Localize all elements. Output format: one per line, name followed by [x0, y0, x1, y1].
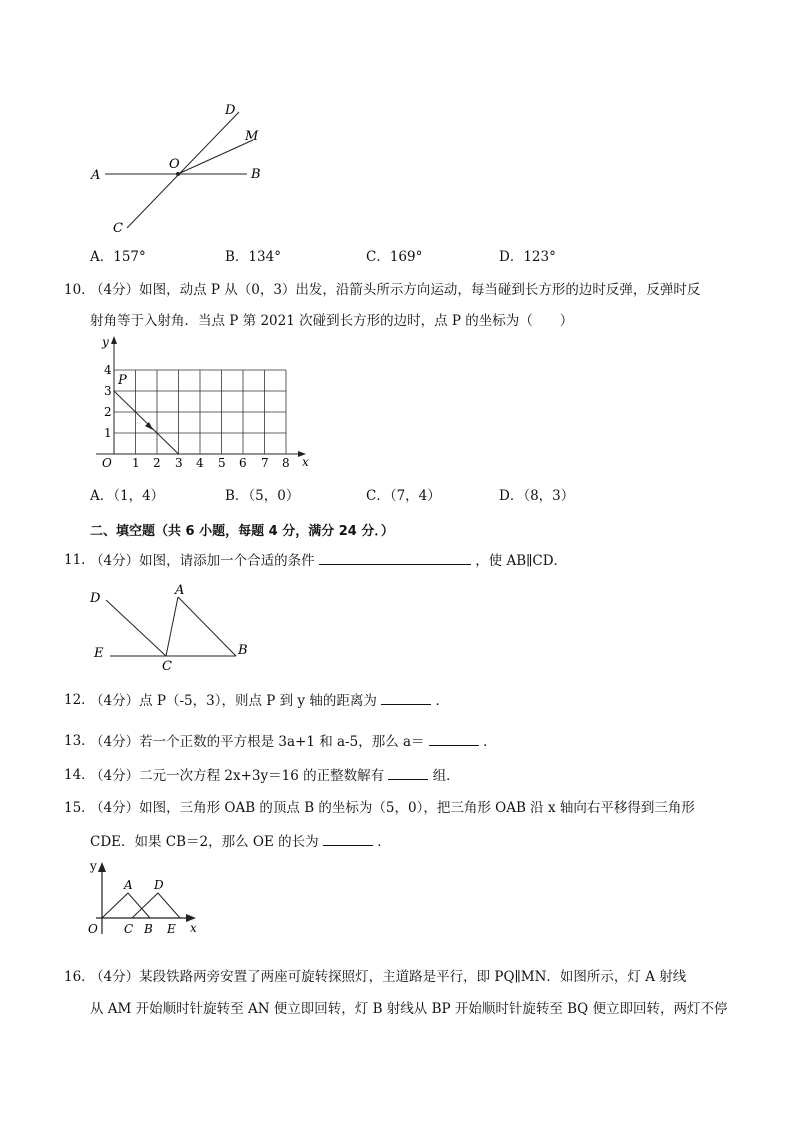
x-tick-4: 4 — [196, 456, 204, 470]
q10-option-c[interactable]: C．（7，4） — [366, 488, 441, 504]
x-tick-3: 3 — [175, 456, 183, 470]
q9-option-b[interactable]: B．134° — [225, 249, 281, 265]
section-heading-fill-in: 二、填空题（共 6 小题，每题 4 分，满分 24 分．） — [90, 524, 394, 539]
q15-answer-blank[interactable] — [323, 831, 373, 846]
q13-number: 13． — [64, 733, 95, 749]
q9-option-a[interactable]: A．157° — [90, 249, 146, 265]
q15-number: 15． — [64, 800, 95, 816]
grid — [114, 370, 286, 454]
label-c: C — [124, 922, 134, 936]
label-a: A — [124, 878, 133, 892]
q15-text-after: ． — [377, 834, 391, 850]
q12-number: 12． — [64, 692, 95, 708]
ray-om — [178, 140, 253, 174]
q10-graph — [88, 334, 318, 478]
x-tick-8: 8 — [282, 456, 290, 470]
q12-text-before: （4分）点 P（-5，3），则点 P 到 y 轴的距离为 — [90, 693, 377, 709]
x-tick-6: 6 — [239, 456, 247, 470]
q15-text-line2 — [90, 831, 391, 852]
q11-text — [90, 550, 567, 571]
q9-option-d[interactable]: D．123° — [499, 249, 556, 265]
x-axis-label: x — [302, 455, 309, 469]
q16-text-line1: （4分）某段铁路两旁安置了两座可旋转探照灯，主道路是平行，即 PQ∥MN．如图所示，灯 A 射线 — [90, 969, 687, 985]
x-tick-1: 1 — [132, 456, 140, 470]
q16-text-line2: 从 AM 开始顺时针旋转至 AN 便立即回转，灯 B 射线从 BP 开始顺时针旋转至 BQ 便立即回转，两灯不停 — [90, 1001, 728, 1017]
y-tick-4: 4 — [104, 363, 112, 377]
x-tick-7: 7 — [261, 456, 269, 470]
label-a: A — [91, 168, 101, 183]
q10-text-line2: 射角等于入射角．当点 P 第 2021 次碰到长方形的边时，点 P 的坐标为（ ） — [90, 313, 574, 329]
label-e: E — [167, 922, 176, 936]
q9-option-c[interactable]: C．169° — [366, 249, 423, 265]
y-axis-arrow-icon — [111, 336, 117, 344]
label-b: B — [251, 167, 261, 182]
q14-text-before: （4分）二元一次方程 2x+3y＝16 的正整数解有 — [90, 768, 385, 784]
q10-text-line1: （4分）如图，动点 P 从（0，3）出发，沿箭头所示方向运动，每当碰到长方形的边时反弹，反弹时反 — [90, 282, 701, 298]
y-tick-1: 1 — [104, 426, 112, 440]
q9-figure — [85, 100, 275, 240]
q13-text-after: ． — [483, 734, 497, 750]
q11-text-before: （4分）如图，请添加一个合适的条件 — [90, 553, 315, 569]
x-tick-5: 5 — [218, 456, 226, 470]
q11-number: 11． — [64, 552, 95, 568]
q10-number: 10． — [64, 282, 95, 298]
q11-answer-blank[interactable] — [319, 550, 471, 565]
label-y: y — [90, 859, 97, 873]
label-d: D — [154, 878, 164, 892]
point-p-label: P — [118, 373, 127, 388]
q12-text-after: ． — [435, 693, 449, 709]
q10-option-a[interactable]: A．（1，4） — [90, 488, 165, 504]
q10-option-d[interactable]: D．（8，3） — [499, 488, 575, 504]
label-d: D — [225, 103, 236, 118]
label-c: C — [162, 659, 172, 672]
y-tick-3: 3 — [104, 384, 112, 398]
q13-text-before: （4分）若一个正数的平方根是 3a+1 和 a-5，那么 a＝ — [90, 734, 425, 750]
label-b: B — [238, 643, 248, 658]
origin-label: O — [102, 456, 112, 470]
q15-figure — [86, 856, 206, 940]
label-e: E — [94, 646, 104, 661]
segment-dc — [106, 600, 166, 656]
p-path — [114, 391, 179, 454]
label-b: B — [144, 922, 153, 936]
y-axis-arrow-icon — [98, 862, 106, 872]
q13-text — [90, 731, 497, 752]
path-arrow-icon — [145, 422, 153, 430]
q10-option-b[interactable]: B．（5，0） — [225, 488, 300, 504]
segment-ca — [166, 597, 178, 656]
q14-number: 14． — [64, 767, 95, 783]
point-o — [176, 172, 180, 176]
y-tick-2: 2 — [104, 405, 112, 419]
label-c: C — [113, 221, 123, 236]
label-d: D — [90, 591, 101, 606]
q14-text-after: 组． — [432, 768, 460, 784]
y-axis-label: y — [102, 335, 109, 349]
label-a: A — [175, 583, 185, 598]
q15-text-before: CDE．如果 CB＝2，那么 OE 的长为 — [90, 834, 319, 850]
q12-text — [90, 690, 449, 711]
label-o: O — [88, 922, 98, 936]
q15-text-line1: （4分）如图，三角形 OAB 的顶点 B 的坐标为（5，0），把三角形 OAB 沿 x 轴向右平移得到三角形 — [90, 800, 695, 816]
q12-answer-blank[interactable] — [381, 690, 431, 705]
x-tick-2: 2 — [153, 456, 161, 470]
label-o: O — [169, 157, 180, 172]
label-x: x — [190, 921, 197, 935]
q13-answer-blank[interactable] — [429, 731, 479, 746]
q14-text — [90, 765, 460, 786]
q11-text-after: ，使 AB∥CD． — [475, 553, 568, 569]
triangle-oab — [102, 893, 150, 918]
q14-answer-blank[interactable] — [388, 765, 428, 780]
q16-number: 16． — [64, 969, 95, 985]
q11-figure — [86, 580, 261, 672]
segment-ab — [178, 597, 236, 656]
line-cd — [127, 112, 239, 228]
label-m: M — [245, 129, 259, 144]
